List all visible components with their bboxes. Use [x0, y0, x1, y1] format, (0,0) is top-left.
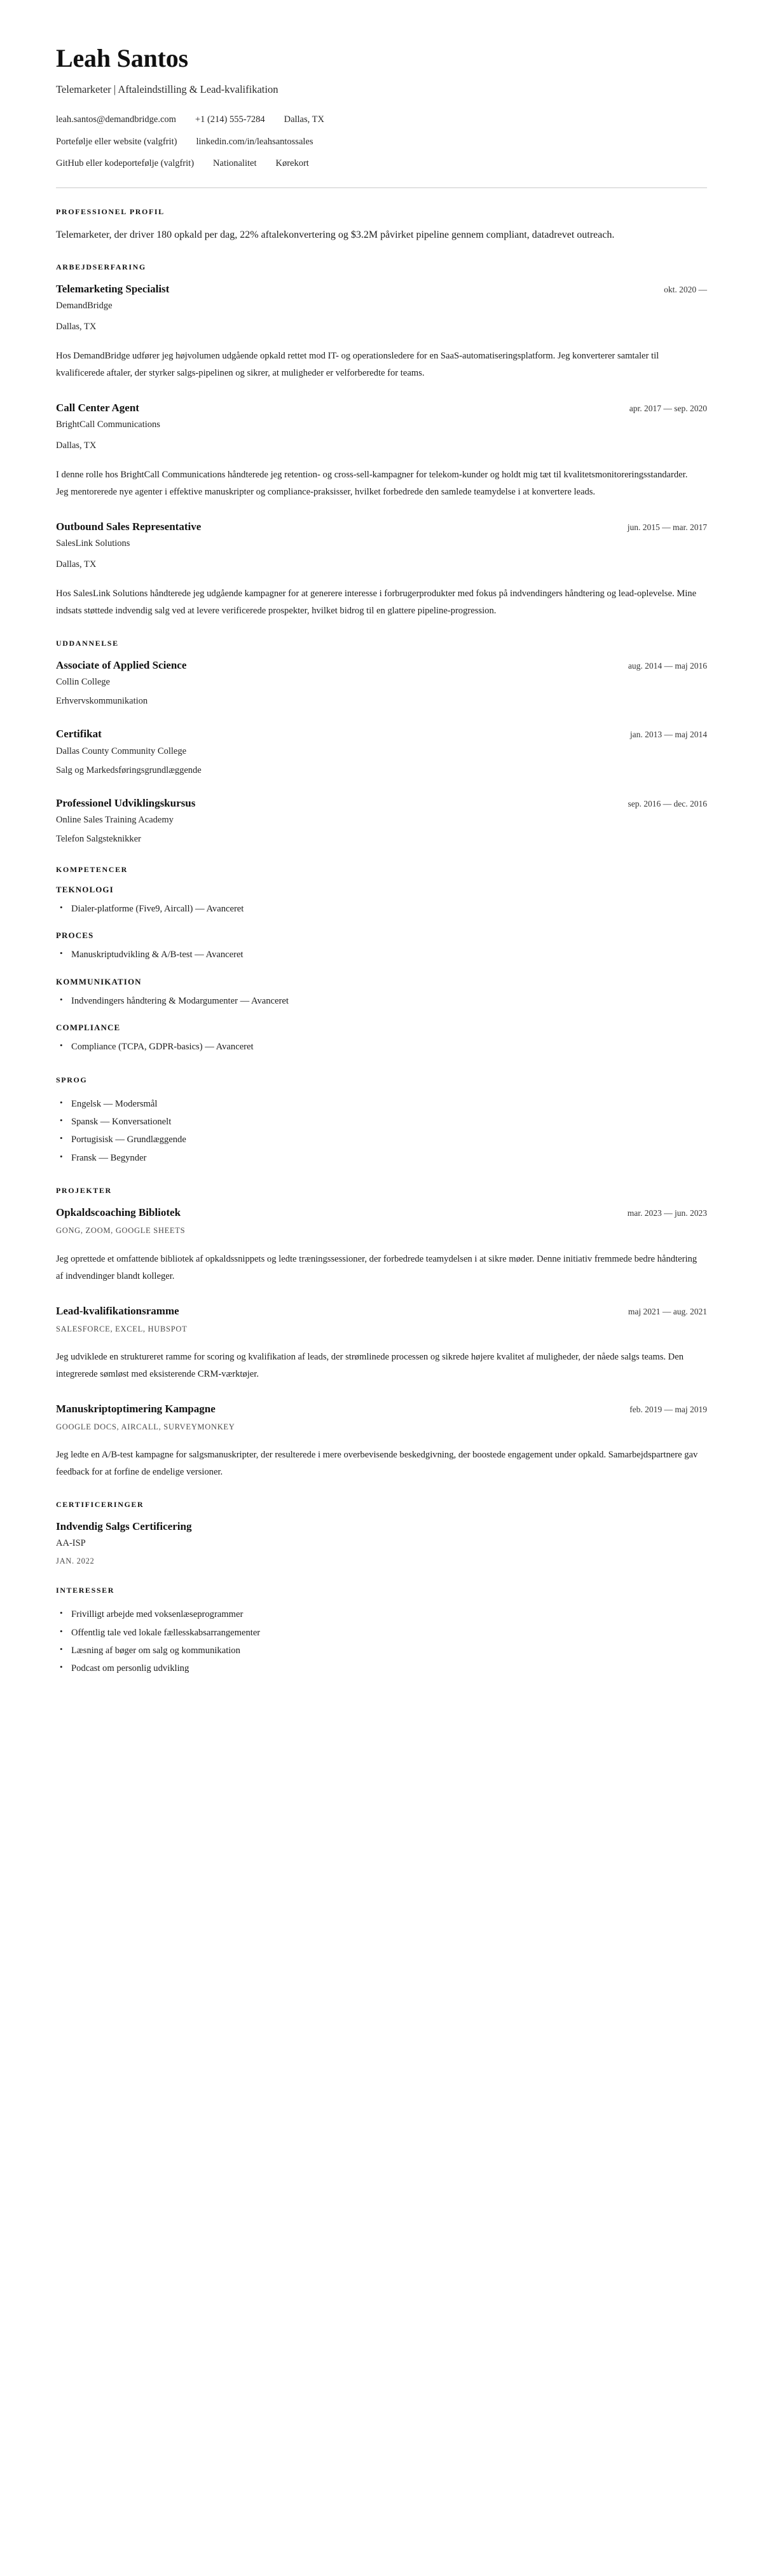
language-item: • Fransk — Begynder	[56, 1149, 707, 1167]
certification-date: JAN. 2022	[56, 1557, 95, 1565]
job-company: DemandBridge	[56, 301, 113, 311]
candidate-name: Leah Santos	[56, 44, 188, 72]
skill-item: • Manuskriptudvikling & A/B-test — Avanceret	[56, 946, 707, 964]
skill-group-title: TEKNOLOGI	[56, 884, 114, 894]
contact-item-2-1: Nationalitet	[213, 158, 257, 169]
interests-list	[56, 1605, 707, 1678]
job-location: Dallas, TX	[56, 440, 97, 451]
job-date: apr. 2017 — sep. 2020	[629, 404, 707, 414]
section-title-education: UDDANNELSE	[56, 639, 119, 648]
certifications-list	[56, 1520, 707, 1567]
contact-item-1-1[interactable]: linkedin.com/in/leahsantossales	[196, 136, 313, 147]
contact-item-1-0: Portefølje eller website (valgfrit)	[56, 136, 177, 147]
education-entry	[56, 727, 707, 777]
education-field: Erhvervskommunikation	[56, 696, 148, 707]
skill-group-title: COMPLIANCE	[56, 1023, 121, 1033]
section-title-interests: INTERESSER	[56, 1586, 115, 1595]
project-date: mar. 2023 — jun. 2023	[627, 1208, 707, 1218]
project-date: maj 2021 — aug. 2021	[628, 1306, 707, 1316]
project-entry-head	[56, 1402, 707, 1416]
experience-entry-head	[56, 520, 707, 534]
experience-entry-head	[56, 282, 707, 296]
contact-block	[56, 113, 707, 171]
certification-entry	[56, 1520, 707, 1567]
contact-item-0-0[interactable]: leah.santos@demandbridge.com	[56, 114, 176, 125]
job-description: Hos DemandBridge udfører jeg højvolumen udgående opkald rettet mod IT- og operationsledere for en SaaS-automatiseringsplatform. Jeg konverterer samtaler til kvalificerede aftaler, der styrker salgs-pipelinen og sikrer, at muligheder er velforberedte for teams.	[56, 351, 659, 379]
job-date: okt. 2020 —	[664, 285, 707, 295]
project-description: Jeg ledte en A/B-test kampagne for salgsmanuskripter, der resulterede i mere overbevisende beskedgivning, der boostede engagement under opkald. Samarbejdspartnere gav feedback for at forfine de endelige versioner.	[56, 1449, 698, 1477]
certification-issuer: AA-ISP	[56, 1537, 86, 1548]
education-list	[56, 658, 707, 845]
job-description: I denne rolle hos BrightCall Communications håndterede jeg retention- og cross-sell-kampagner for telekom-kunder og holdt mig tæt til kvalitetsmonitoreringsstandarder. Jeg mentorerede nye agenter i effektive manuskripter og compliance-praksisser, hvilket forbedrede den samlede teamydelse i at konvertere leads.	[56, 470, 688, 498]
section-title-projects: PROJEKTER	[56, 1186, 112, 1196]
skill-group	[56, 930, 707, 964]
skill-group	[56, 1023, 707, 1056]
language-item: • Portugisisk — Grundlæggende	[56, 1131, 707, 1148]
education-school: Collin College	[56, 677, 110, 688]
project-entry-head	[56, 1304, 707, 1318]
job-description: Hos SalesLink Solutions håndterede jeg udgående kampagner for at generere interesse i forbrugerprodukter med fokus på indvendingers håndtering og lead-oplevelse. Mine indsats støttede indvendig salg ved at levere verificerede prospekter, hvilket bidrog til en glattere pipeline-progression.	[56, 589, 697, 617]
experience-entry-head	[56, 401, 707, 415]
language-item: • Spansk — Konversationelt	[56, 1113, 707, 1131]
education-field: Salg og Markedsføringsgrundlæggende	[56, 765, 202, 775]
section-title-profile: PROFESSIONEL PROFIL	[56, 207, 165, 217]
project-stack: SALESFORCE, EXCEL, HUBSPOT	[56, 1324, 188, 1333]
education-entry-head	[56, 658, 707, 672]
section-languages	[56, 1075, 707, 1168]
section-title-languages: SPROG	[56, 1075, 88, 1084]
education-entry-head	[56, 796, 707, 810]
project-entry	[56, 1304, 707, 1383]
skill-item-list	[56, 900, 707, 918]
project-stack: GONG, ZOOM, GOOGLE SHEETS	[56, 1226, 186, 1236]
interest-item: • Læsning af bøger om salg og kommunikation	[56, 1642, 707, 1659]
section-title-certifications: CERTIFICERINGER	[56, 1499, 144, 1509]
education-degree: Associate of Applied Science	[56, 659, 187, 672]
project-entry-head	[56, 1206, 707, 1220]
candidate-headline: Telemarketer | Aftaleindstilling & Lead-kvalifikation	[56, 83, 278, 95]
contact-row	[56, 135, 707, 149]
project-date: feb. 2019 — maj 2019	[629, 1404, 707, 1414]
section-projects	[56, 1186, 707, 1481]
contact-row	[56, 113, 707, 127]
project-stack: GOOGLE DOCS, AIRCALL, SURVEYMONKEY	[56, 1422, 235, 1431]
skill-item: • Dialer-platforme (Five9, Aircall) — Avanceret	[56, 900, 707, 918]
education-entry	[56, 658, 707, 708]
project-entry	[56, 1206, 707, 1285]
section-title-skills: KOMPETENCER	[56, 864, 128, 874]
skill-group-title: KOMMUNIKATION	[56, 976, 142, 986]
contact-item-0-2: Dallas, TX	[284, 114, 324, 125]
experience-list	[56, 282, 707, 620]
interest-item: • Podcast om personlig udvikling	[56, 1659, 707, 1677]
job-location: Dallas, TX	[56, 559, 97, 570]
education-date: aug. 2014 — maj 2016	[628, 661, 707, 671]
project-description: Jeg udviklede en struktureret ramme for scoring og kvalifikation af leads, der strømlinede processen og sikrede højere kvalitet af muligheder, der nåede salgs teams. Den integrerede sømløst med eksisterende CRM-værktøjer.	[56, 1351, 684, 1379]
skill-item: • Indvendingers håndtering & Modargumenter — Avanceret	[56, 992, 707, 1010]
interest-item: • Offentlig tale ved lokale fællesskabsarrangementer	[56, 1624, 707, 1642]
section-profile	[56, 207, 707, 243]
education-date: jan. 2013 — maj 2014	[629, 730, 707, 740]
contact-item-2-2: Kørekort	[275, 158, 309, 169]
section-education	[56, 639, 707, 845]
experience-entry	[56, 520, 707, 620]
contact-item-2-0: GitHub eller kodeportefølje (valgfrit)	[56, 158, 195, 169]
skill-group	[56, 885, 707, 918]
job-company: SalesLink Solutions	[56, 538, 130, 549]
education-entry-head	[56, 727, 707, 741]
section-interests	[56, 1586, 707, 1678]
job-title: Telemarketing Specialist	[56, 283, 170, 296]
skills-groups	[56, 885, 707, 1056]
job-date: jun. 2015 — mar. 2017	[627, 522, 707, 533]
skill-group-title: PROCES	[56, 930, 94, 941]
resume-header	[56, 44, 707, 171]
certification-name: Indvendig Salgs Certificering	[56, 1520, 192, 1532]
header-divider	[56, 187, 707, 188]
project-entry	[56, 1402, 707, 1481]
skill-group	[56, 977, 707, 1010]
job-title: Outbound Sales Representative	[56, 521, 202, 533]
education-school: Dallas County Community College	[56, 746, 187, 756]
education-degree: Certifikat	[56, 728, 102, 740]
skill-item-list	[56, 1038, 707, 1056]
job-title: Call Center Agent	[56, 402, 139, 414]
skill-item-list	[56, 946, 707, 964]
education-date: sep. 2016 — dec. 2016	[628, 798, 707, 808]
languages-list	[56, 1095, 707, 1168]
contact-row	[56, 157, 707, 171]
skill-item-list	[56, 992, 707, 1010]
project-name: Manuskriptoptimering Kampagne	[56, 1402, 216, 1415]
job-company: BrightCall Communications	[56, 419, 160, 430]
projects-list	[56, 1206, 707, 1481]
section-experience	[56, 262, 707, 620]
interest-item: • Frivilligt arbejde med voksenlæseprogrammer	[56, 1605, 707, 1623]
education-school: Online Sales Training Academy	[56, 814, 174, 825]
education-degree: Professionel Udviklingskursus	[56, 796, 196, 809]
project-description: Jeg oprettede et omfattende bibliotek af opkaldssnippets og ledte træningssessioner, der forbedrede teamydelsen i at sikre møder. Denne initiativ fremmede bedre håndtering af indvendinger blandt kolleger.	[56, 1253, 698, 1281]
education-field: Telefon Salgsteknikker	[56, 833, 141, 844]
job-location: Dallas, TX	[56, 322, 97, 332]
project-name: Lead-kvalifikationsramme	[56, 1304, 179, 1317]
experience-entry	[56, 282, 707, 382]
section-skills	[56, 865, 707, 1056]
profile-summary: Telemarketer, der driver 180 opkald per dag, 22% aftalekonvertering og $3.2M påvirket pipeline gennem compliant, datadrevet outreach.	[56, 229, 615, 241]
skill-item: • Compliance (TCPA, GDPR-basics) — Avanceret	[56, 1038, 707, 1056]
contact-item-0-1: +1 (214) 555-7284	[195, 114, 265, 125]
section-title-experience: ARBEJDSERFARING	[56, 262, 146, 272]
project-name: Opkaldscoaching Bibliotek	[56, 1206, 181, 1219]
language-item: • Engelsk — Modersmål	[56, 1095, 707, 1113]
education-entry	[56, 796, 707, 846]
experience-entry	[56, 401, 707, 501]
section-certifications	[56, 1500, 707, 1567]
